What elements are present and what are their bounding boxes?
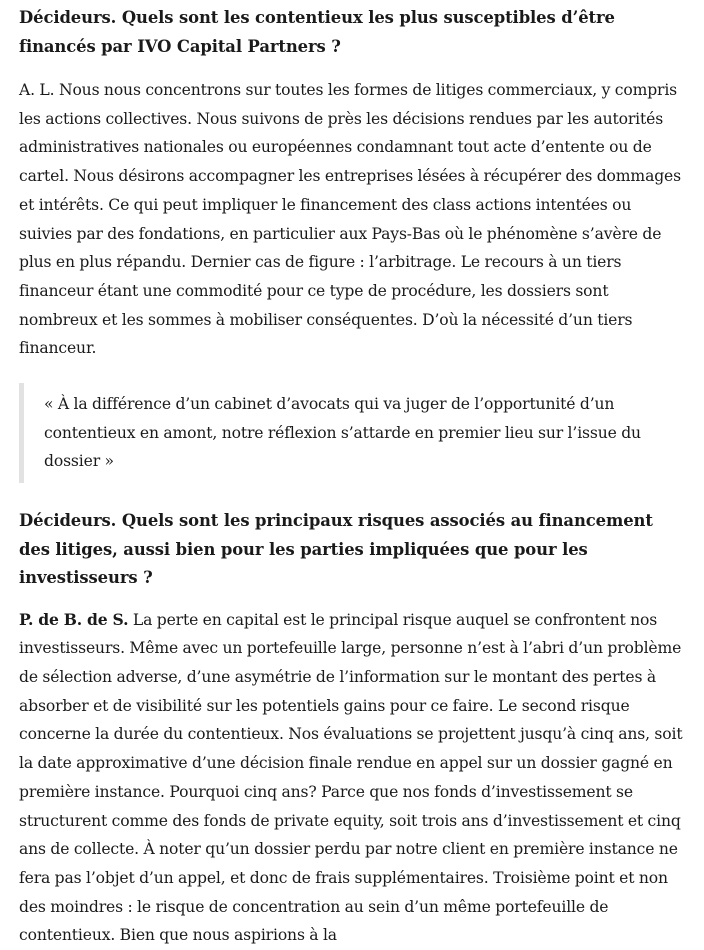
interview-question-2: Décideurs. Quels sont les principaux risques associés au financement des litiges, aussi bien pour les parties impliquées que pour les investisseurs ? [19, 511, 653, 588]
article-body [19, 4, 687, 950]
interview-answer-2 [19, 606, 687, 950]
interview-answer-1: A. L. Nous nous concentrons sur toutes les formes de litiges commerciaux, y compris les actions collectives. Nous suivons de près les décisions rendues par les autorités administratives nationales ou européennes condamnant tout acte d’entente ou de cartel. Nous désirons accompagner les entreprises lésées à récupérer des dommages et intérêts. Ce qui peut impliquer le financement des class actions intentées ou suivies par des fondations, en particulier aux Pays-Bas où le phénomène s’avère de plus en plus répandu. Dernier cas de figure : l’arbitrage. Le recours à un tiers financeur étant une commodité pour ce type de procédure, les dossiers sont nombreux et les sommes à mobiliser conséquentes. D’où la nécessité d’un tiers financeur. [19, 81, 681, 358]
answer-text: La perte en capital est le principal risque auquel se confrontent nos investisseurs. Même avec un portefeuille large, personne n’est à l’abri d’un problème de sélection adverse, d’une asymétrie de l’information sur le montant des pertes à absorber et de visibilité sur les potentiels gains pour ce faire. Le second risque concerne la durée du contentieux. Nos évaluations se projettent jusqu’à cinq ans, soit la date approximative d’une décision finale rendue en appel sur un dossier gagné en première instance. Pourquoi cinq ans? Parce que nos fonds d’investissement se structurent comme des fonds de private equity, soit trois ans d’investissement et cinq ans de collecte. À noter qu’un dossier perdu par notre client en première instance ne fera pas l’objet d’un appel, et donc de frais supplémentaires. Troisième point et non des moindres : le risque de concentration au sein d’un même portefeuille de contentieux. Bien que nous aspirions à la [19, 610, 683, 945]
answer-speaker: P. de B. de S. [19, 609, 129, 629]
interview-question-1: Décideurs. Quels sont les contentieux les plus susceptibles d’être financés par IVO Capital Partners ? [19, 8, 615, 56]
pull-quote: « À la différence d’un cabinet d’avocats qui va juger de l’opportunité d’un contentieux en amont, notre réflexion s’attarde en premier lieu sur l’issue du dossier » [19, 383, 687, 483]
